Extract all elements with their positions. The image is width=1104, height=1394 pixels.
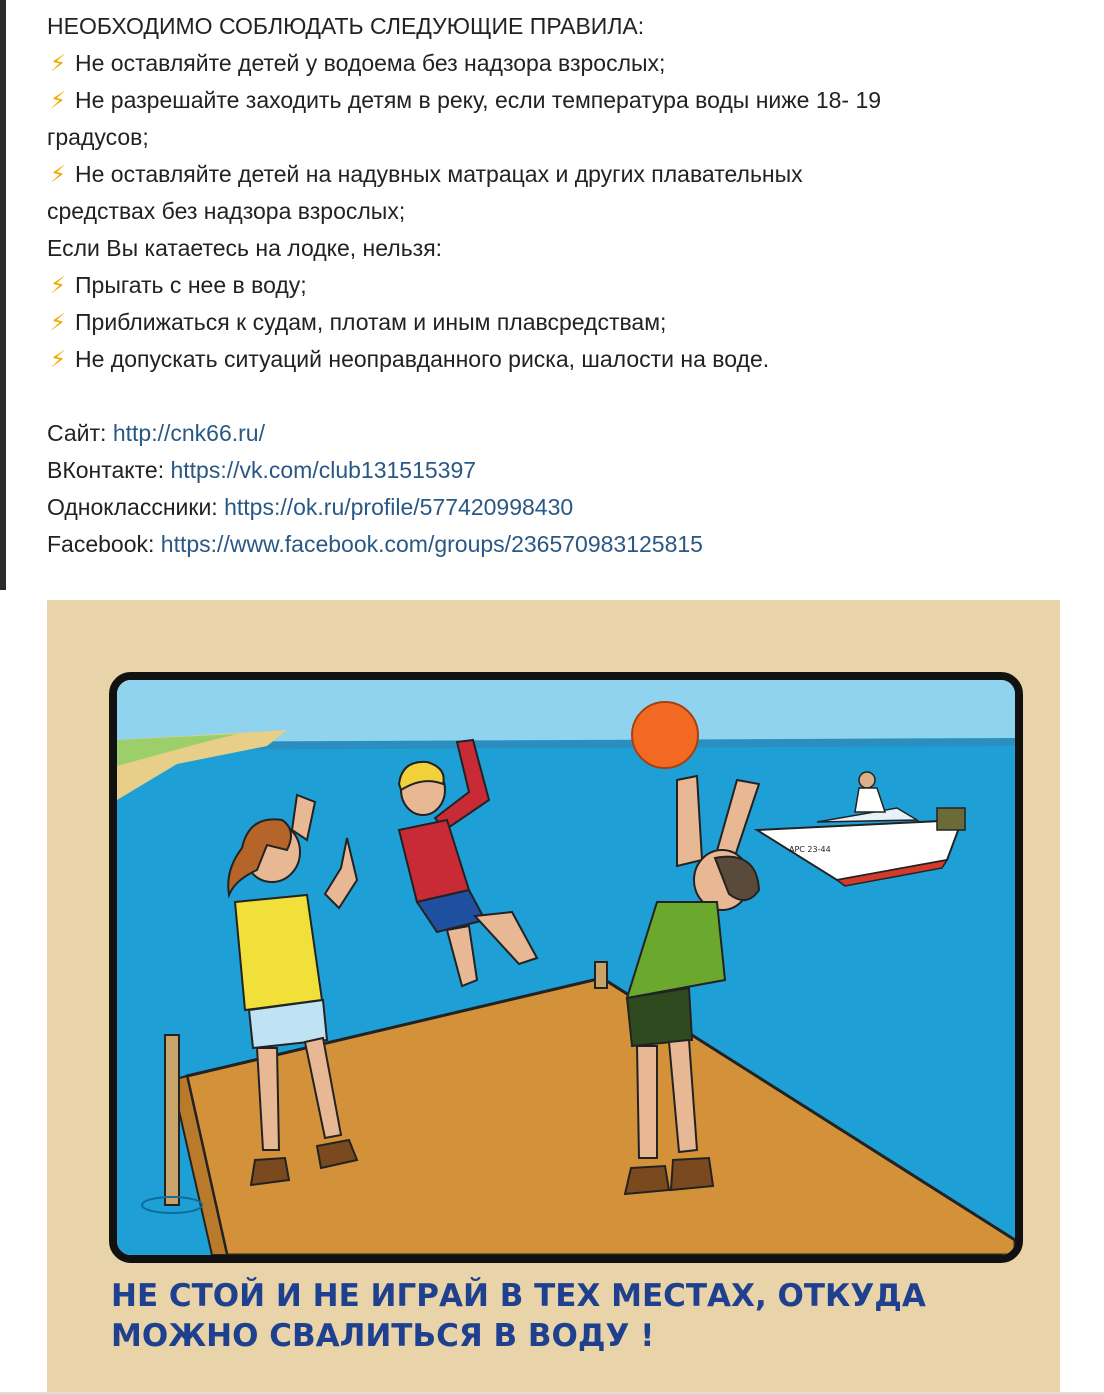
rules-heading: НЕОБХОДИМО СОБЛЮДАТЬ СЛЕДУЮЩИЕ ПРАВИЛА: <box>47 13 645 39</box>
ok-link[interactable]: https://ok.ru/profile/577420998430 <box>224 494 574 520</box>
safety-poster[interactable] <box>47 600 1060 1394</box>
rule-item-continued: градусов; <box>47 124 149 150</box>
spacer <box>47 378 1057 415</box>
site-link[interactable]: http://cnk66.ru/ <box>112 420 265 446</box>
boat-rule: ⚡ Прыгать с нее в воду; <box>47 267 1057 304</box>
rule-item: ⚡ Не разрешайте заходить детям в реку, если температура воды ниже 18- 19 <box>47 82 1057 119</box>
poster-caption <box>111 1276 1011 1356</box>
rule-item: ⚡ Не оставляйте детей у водоема без надзора взрослых; <box>47 45 1057 82</box>
boat-registration: АРС 23-44 <box>789 845 831 854</box>
lightning-icon: ⚡ <box>49 272 67 298</box>
vk-label: ВКонтакте: <box>47 457 171 483</box>
lightning-icon: ⚡ <box>49 50 67 76</box>
lightning-icon: ⚡ <box>49 346 67 372</box>
site-link-row <box>47 415 1057 452</box>
lightning-icon: ⚡ <box>49 161 67 187</box>
poster-illustration <box>109 672 1023 1263</box>
facebook-link[interactable]: https://www.facebook.com/groups/236570983125815 <box>160 531 703 557</box>
caption-line: НЕ СТОЙ И НЕ ИГРАЙ В ТЕХ МЕСТАХ, ОТКУДА <box>111 1278 926 1314</box>
ok-link-row <box>47 489 1057 526</box>
vk-link-row <box>47 452 1057 489</box>
boat-rule: ⚡ Не допускать ситуаций неоправданного риска, шалости на воде. <box>47 341 1057 378</box>
facebook-link-row <box>47 526 1057 563</box>
ball <box>632 702 698 768</box>
lightning-icon: ⚡ <box>49 309 67 335</box>
lightning-icon: ⚡ <box>49 87 67 113</box>
window-edge <box>0 0 6 590</box>
post-text <box>47 8 1057 563</box>
caption-line: МОЖНО СВАЛИТЬСЯ В ВОДУ ! <box>111 1318 655 1354</box>
site-label: Сайт: <box>47 420 113 446</box>
facebook-label: Facebook: <box>47 531 161 557</box>
rule-item: ⚡ Не оставляйте детей на надувных матрацах и других плавательных <box>47 156 1057 193</box>
beach-scene-illustration <box>117 680 1015 1255</box>
pier-post <box>165 1035 179 1205</box>
pier-post <box>595 962 607 988</box>
boat-rule: ⚡ Приближаться к судам, плотам и иным плавсредствам; <box>47 304 1057 341</box>
ok-label: Одноклассники: <box>47 494 225 520</box>
boat-intro: Если Вы катаетесь на лодке, нельзя: <box>47 235 443 261</box>
vk-link[interactable]: https://vk.com/club131515397 <box>170 457 477 483</box>
rule-item-continued: средствах без надзора взрослых; <box>47 198 406 224</box>
